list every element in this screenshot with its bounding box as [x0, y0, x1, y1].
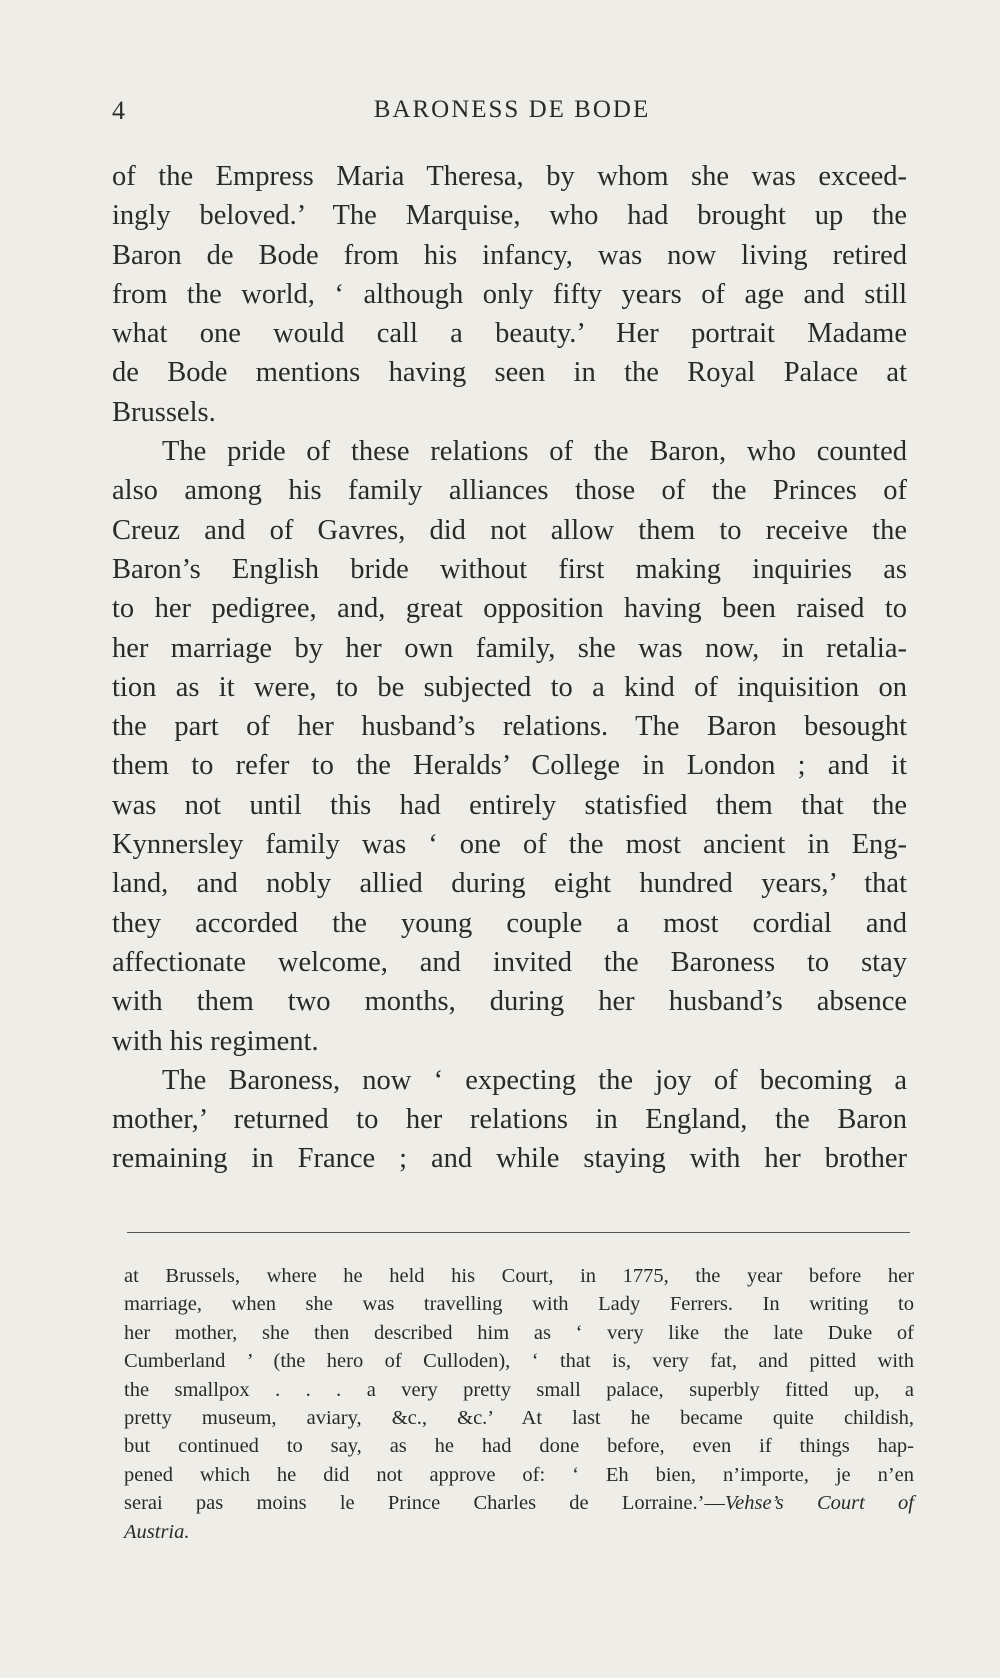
- body-line: them to refer to the Heralds’ College in London ; and it: [112, 750, 907, 782]
- footnote-citation-title: Vehse’s Court of: [724, 1492, 914, 1515]
- footnote-line: at Brussels, where he held his Court, in 1775, the year before her: [124, 1265, 914, 1287]
- body-line: land, and nobly allied during eight hundred years,’ that: [112, 868, 907, 900]
- body-line: Creuz and of Gavres, did not allow them to receive the: [112, 514, 907, 546]
- body-line: tion as it were, to be subjected to a kind of inquisition on: [112, 671, 907, 703]
- footnote-line: marriage, when she was travelling with Lady Ferrers. In writing to: [124, 1293, 914, 1316]
- body-line: ingly beloved.’ The Marquise, who had brought up the: [112, 200, 907, 232]
- footnote-line: pened which he did not approve of: ‘ Eh bien, n’importe, je n’en: [124, 1463, 914, 1486]
- body-line: what one would call a beauty.’ Her portrait Madame: [112, 318, 907, 350]
- body-line: her marriage by her own family, she was now, in retalia-: [112, 632, 907, 664]
- body-line: Kynnersley family was ‘ one of the most ancient in Eng-: [112, 829, 907, 861]
- footnote: [124, 1262, 914, 1546]
- footnote-line-citation: [124, 1489, 914, 1517]
- body-line: The pride of these relations of the Baron, who counted: [162, 436, 907, 468]
- footnote-line-citation-end: [124, 1518, 914, 1546]
- body-line: mother,’ returned to her relations in England, the Baron: [112, 1104, 907, 1136]
- body-line: also among his family alliances those of the Princes of: [112, 475, 907, 507]
- footnote-rule: [127, 1232, 910, 1233]
- footnote-line: but continued to say, as he had done before, even if things hap-: [124, 1435, 914, 1458]
- body-line: affectionate welcome, and invited the Baroness to stay: [112, 946, 907, 978]
- body-line: The Baroness, now ‘ expecting the joy of becoming a: [162, 1064, 907, 1096]
- body-line: Baron’s English bride without first making inquiries as: [112, 553, 907, 585]
- body-line: they accorded the young couple a most cordial and: [112, 907, 907, 939]
- body-line: to her pedigree, and, great opposition having been raised to: [112, 593, 907, 625]
- body-line: Baron de Bode from his infancy, was now living retired: [112, 239, 907, 271]
- footnote-line: the smallpox . . . a very pretty small palace, superbly fitted up, a: [124, 1378, 914, 1401]
- footnote-line: Cumberland ’ (the hero of Culloden), ‘ that is, very fat, and pitted with: [124, 1350, 914, 1373]
- body-line: with them two months, during her husband’s absence: [112, 986, 907, 1018]
- page-header: [112, 96, 912, 136]
- body-line: de Bode mentions having seen in the Royal Palace at: [112, 357, 907, 389]
- footnote-text: serai pas moins le Prince Charles de Lorraine.’—: [124, 1492, 725, 1515]
- body-line: with his regiment.: [112, 1025, 319, 1057]
- running-head: BARONESS DE BODE: [373, 96, 651, 123]
- page-number: 4: [112, 96, 126, 125]
- body-line: the part of her husband’s relations. The Baron besought: [112, 711, 907, 743]
- footnote-citation-title-end: Austria.: [124, 1520, 190, 1543]
- body-line: Brussels.: [112, 396, 216, 428]
- body-line: was not until this had entirely statisfied them that the: [112, 789, 907, 821]
- body-text: [112, 157, 907, 1179]
- body-line: from the world, ‘ although only fifty years of age and still: [112, 278, 907, 310]
- body-line: remaining in France ; and while staying with her brother: [112, 1143, 907, 1175]
- footnote-line: her mother, she then described him as ‘ very like the late Duke of: [124, 1321, 914, 1344]
- footnote-line: pretty museum, aviary, &c., &c.’ At last he became quite childish,: [124, 1406, 914, 1429]
- body-line: of the Empress Maria Theresa, by whom she was exceed-: [112, 161, 907, 192]
